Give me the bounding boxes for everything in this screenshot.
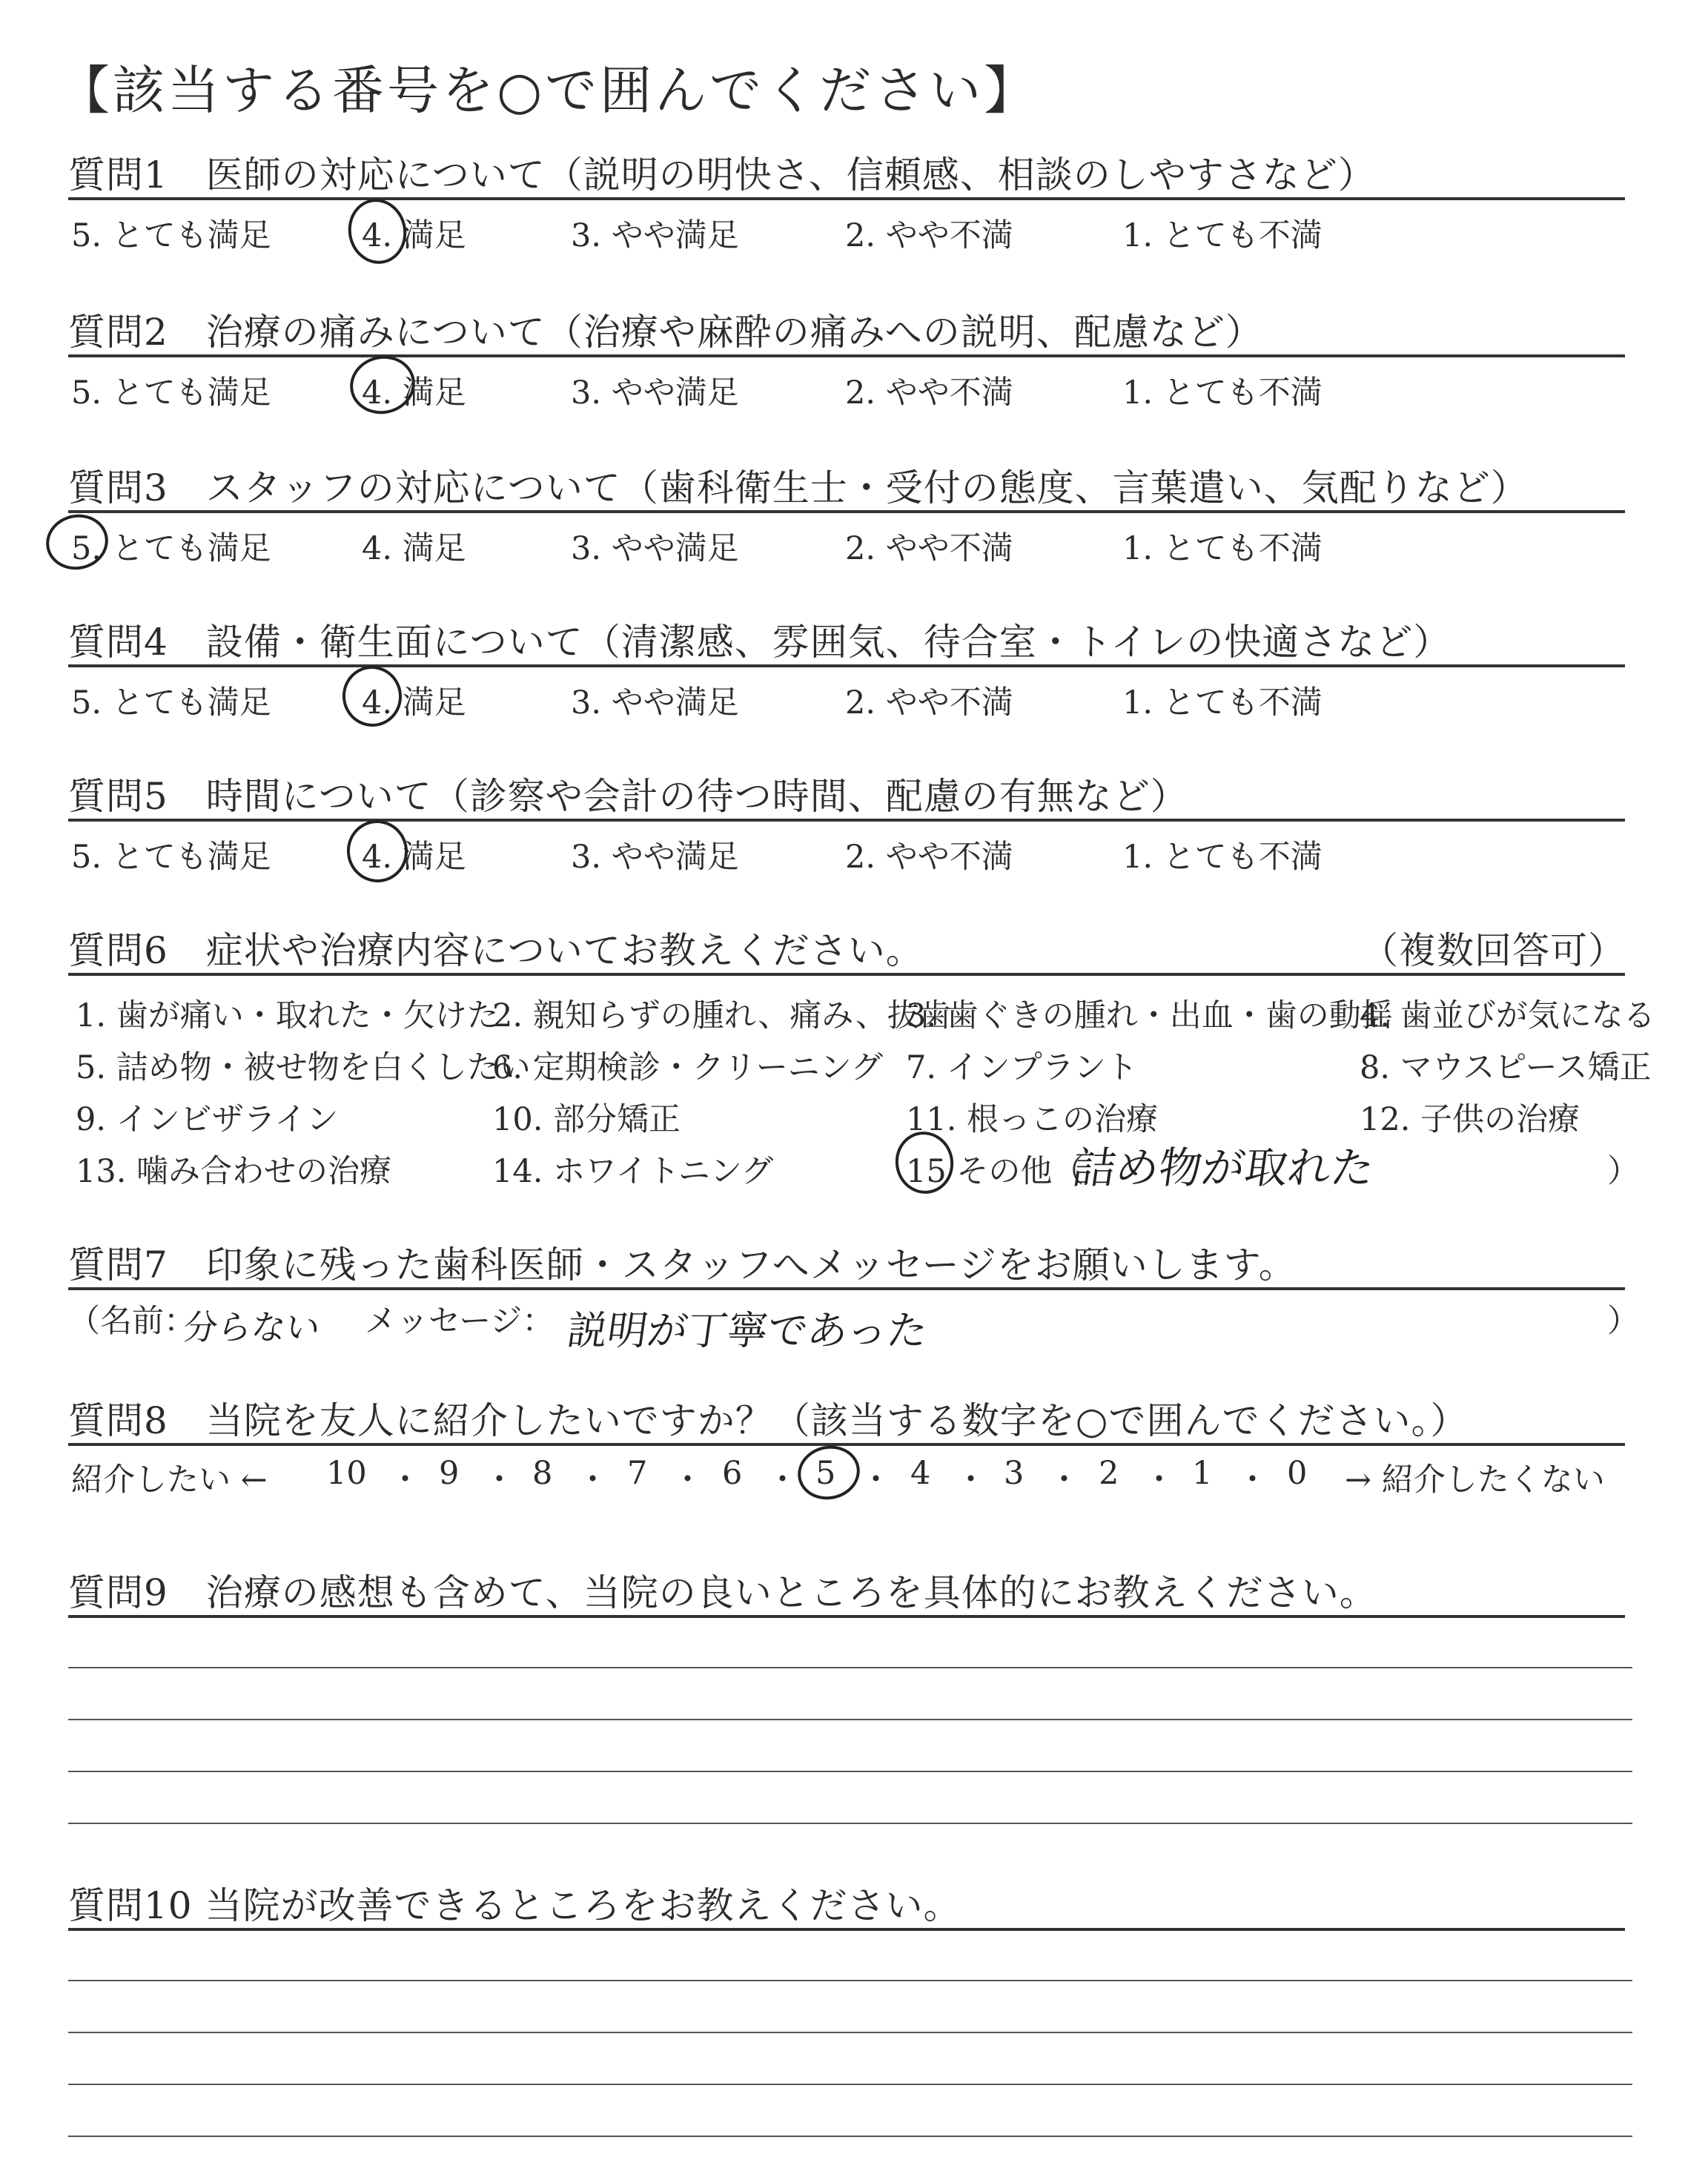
question-4-title: 質問4 設備・衛生面について（清潔感、雰囲気、待合室・トイレの快適さなど） bbox=[68, 621, 1452, 664]
q6-item-6[interactable]: 6. 定期検診・クリーニング bbox=[492, 1049, 883, 1086]
q10-writing-line[interactable] bbox=[68, 1980, 1632, 1981]
q8-scale-5[interactable]: 5 bbox=[815, 1455, 836, 1492]
question-3-title: 質問3 スタッフの対応について（歯科衛生士・受付の態度、言葉遣い、気配りなど） bbox=[68, 466, 1529, 509]
q9-writing-line[interactable] bbox=[68, 1771, 1632, 1772]
q6-item-9[interactable]: 9. インビザライン bbox=[76, 1101, 339, 1138]
q4-option-4[interactable]: 4. 満足 bbox=[362, 684, 466, 721]
q8-dot: ・ bbox=[767, 1462, 798, 1499]
q8-scale-10[interactable]: 10 bbox=[326, 1455, 367, 1492]
question-6-rule bbox=[68, 973, 1625, 976]
q8-dot: ・ bbox=[389, 1462, 421, 1499]
q8-scale-7[interactable]: 7 bbox=[627, 1455, 648, 1492]
q5-option-5[interactable]: 5. とても満足 bbox=[71, 839, 271, 876]
q8-right-label: → 紹介したくない bbox=[1345, 1462, 1605, 1499]
q6-item-8[interactable]: 8. マウスピース矯正 bbox=[1360, 1049, 1652, 1086]
q1-option-4[interactable]: 4. 満足 bbox=[362, 217, 466, 254]
q8-dot: ・ bbox=[672, 1462, 704, 1499]
q8-dot: ・ bbox=[860, 1462, 892, 1499]
q3-option-2[interactable]: 2. やや不満 bbox=[845, 530, 1013, 567]
q8-scale-0[interactable]: 0 bbox=[1287, 1455, 1308, 1492]
q3-option-5[interactable]: 5. とても満足 bbox=[71, 530, 271, 567]
question-1-rule bbox=[68, 197, 1625, 200]
q8-scale-6[interactable]: 6 bbox=[722, 1455, 743, 1492]
q3-option-4[interactable]: 4. 満足 bbox=[362, 530, 466, 567]
question-9-title: 質問9 治療の感想も含めて、当院の良いところを具体的にお教えください。 bbox=[68, 1571, 1377, 1614]
question-8-rule bbox=[68, 1443, 1625, 1446]
q2-option-4[interactable]: 4. 満足 bbox=[362, 374, 466, 412]
q8-dot: ・ bbox=[483, 1462, 515, 1499]
question-2-rule bbox=[68, 354, 1625, 357]
question-7-rule bbox=[68, 1287, 1625, 1290]
q1-option-5[interactable]: 5. とても満足 bbox=[71, 217, 271, 254]
question-10-title: 質問10 当院が改善できるところをお教えください。 bbox=[68, 1884, 961, 1927]
q5-option-2[interactable]: 2. やや不満 bbox=[845, 839, 1013, 876]
q7-close-paren: ） bbox=[1607, 1303, 1639, 1340]
question-6-note: （複数回答可） bbox=[1361, 929, 1626, 972]
question-2-title: 質問2 治療の痛みについて（治療や麻酔の痛みへの説明、配慮など） bbox=[68, 311, 1263, 354]
q6-item-4[interactable]: 4. 歯並びが気になる bbox=[1360, 997, 1655, 1034]
q10-writing-line[interactable] bbox=[68, 2032, 1632, 2033]
q7-message-label: メッセージ： bbox=[365, 1303, 555, 1340]
q1-option-2[interactable]: 2. やや不満 bbox=[845, 217, 1013, 254]
q2-option-1[interactable]: 1. とても不満 bbox=[1122, 374, 1323, 412]
q2-option-3[interactable]: 3. やや満足 bbox=[571, 374, 739, 412]
q9-writing-line[interactable] bbox=[68, 1719, 1632, 1720]
q3-option-3[interactable]: 3. やや満足 bbox=[571, 530, 739, 567]
question-7-title: 質問7 印象に残った歯科医師・スタッフへメッセージをお願いします。 bbox=[68, 1244, 1297, 1287]
q4-option-5[interactable]: 5. とても満足 bbox=[71, 684, 271, 721]
q4-option-3[interactable]: 3. やや満足 bbox=[571, 684, 739, 721]
question-9-rule bbox=[68, 1615, 1625, 1618]
q2-option-5[interactable]: 5. とても満足 bbox=[71, 374, 271, 412]
q8-selected-circle bbox=[792, 1440, 864, 1505]
q8-dot: ・ bbox=[1143, 1462, 1175, 1499]
page-title: 【該当する番号を○で囲んでください】 bbox=[58, 60, 1039, 121]
q8-dot: ・ bbox=[955, 1462, 987, 1499]
q3-option-1[interactable]: 1. とても不満 bbox=[1122, 530, 1323, 567]
q8-dot: ・ bbox=[1237, 1462, 1268, 1499]
q8-scale-1[interactable]: 1 bbox=[1192, 1455, 1213, 1492]
q5-option-1[interactable]: 1. とても不満 bbox=[1122, 839, 1323, 876]
q2-option-2[interactable]: 2. やや不満 bbox=[845, 374, 1013, 412]
q6-item-2[interactable]: 2. 親知らずの腫れ、痛み、抜歯 bbox=[492, 997, 951, 1034]
q6-item-11[interactable]: 11. 根っこの治療 bbox=[906, 1101, 1159, 1138]
question-6-title: 質問6 症状や治療内容についてお教えください。 bbox=[68, 929, 924, 972]
q6-item-13[interactable]: 13. 噛み合わせの治療 bbox=[76, 1153, 392, 1190]
q6-item-1[interactable]: 1. 歯が痛い・取れた・欠けた bbox=[76, 997, 499, 1034]
q7-message-handwriting: 説明が丁寧であった bbox=[564, 1307, 931, 1354]
q9-writing-line[interactable] bbox=[68, 1823, 1632, 1824]
question-5-title: 質問5 時間について（診察や会計の待つ時間、配慮の有無など） bbox=[68, 775, 1188, 818]
q8-scale-9[interactable]: 9 bbox=[439, 1455, 460, 1492]
q6-item-3[interactable]: 3. 歯ぐきの腫れ・出血・歯の動揺 bbox=[906, 997, 1393, 1034]
q1-selected-circle bbox=[342, 194, 413, 269]
q6-other-handwriting: 詰め物が取れた bbox=[1069, 1143, 1378, 1193]
q4-option-2[interactable]: 2. やや不満 bbox=[845, 684, 1013, 721]
q10-writing-line[interactable] bbox=[68, 2084, 1632, 2085]
q5-option-3[interactable]: 3. やや満足 bbox=[571, 839, 739, 876]
q9-writing-line[interactable] bbox=[68, 1667, 1632, 1668]
q1-option-3[interactable]: 3. やや満足 bbox=[571, 217, 739, 254]
q8-scale-3[interactable]: 3 bbox=[1004, 1455, 1025, 1492]
q7-name-label: （名前： bbox=[68, 1303, 196, 1340]
q6-item-5[interactable]: 5. 詰め物・被せ物を白くしたい bbox=[76, 1049, 531, 1086]
question-10-rule bbox=[68, 1928, 1625, 1931]
q8-scale-2[interactable]: 2 bbox=[1099, 1455, 1119, 1492]
q6-item-10[interactable]: 10. 部分矯正 bbox=[492, 1101, 681, 1138]
q7-name-handwriting: 分らない bbox=[180, 1307, 323, 1347]
q8-left-label: 紹介したい ← bbox=[71, 1462, 268, 1499]
q1-option-1[interactable]: 1. とても不満 bbox=[1122, 217, 1323, 254]
question-3-rule bbox=[68, 510, 1625, 513]
question-8-title: 質問8 当院を友人に紹介したいですか？（該当する数字を○で囲んでください。） bbox=[68, 1399, 1469, 1442]
q6-item-14[interactable]: 14. ホワイトニング bbox=[492, 1153, 774, 1190]
q6-item-15[interactable]: 15 その他（ bbox=[906, 1153, 1085, 1190]
question-5-rule bbox=[68, 819, 1625, 822]
q6-item-12[interactable]: 12. 子供の治療 bbox=[1360, 1101, 1580, 1138]
q10-writing-line[interactable] bbox=[68, 2136, 1632, 2137]
q5-option-4[interactable]: 4. 満足 bbox=[362, 839, 466, 876]
question-1-title: 質問1 医師の対応について（説明の明快さ、信頼感、相談のしやすさなど） bbox=[68, 153, 1376, 196]
q8-scale-8[interactable]: 8 bbox=[532, 1455, 553, 1492]
q8-dot: ・ bbox=[1048, 1462, 1080, 1499]
q4-option-1[interactable]: 1. とても不満 bbox=[1122, 684, 1323, 721]
q6-item-15-close: ） bbox=[1607, 1153, 1639, 1190]
q8-scale-4[interactable]: 4 bbox=[910, 1455, 931, 1492]
q6-item-7[interactable]: 7. インプラント bbox=[906, 1049, 1138, 1086]
question-4-rule bbox=[68, 664, 1625, 667]
q8-dot: ・ bbox=[577, 1462, 609, 1499]
